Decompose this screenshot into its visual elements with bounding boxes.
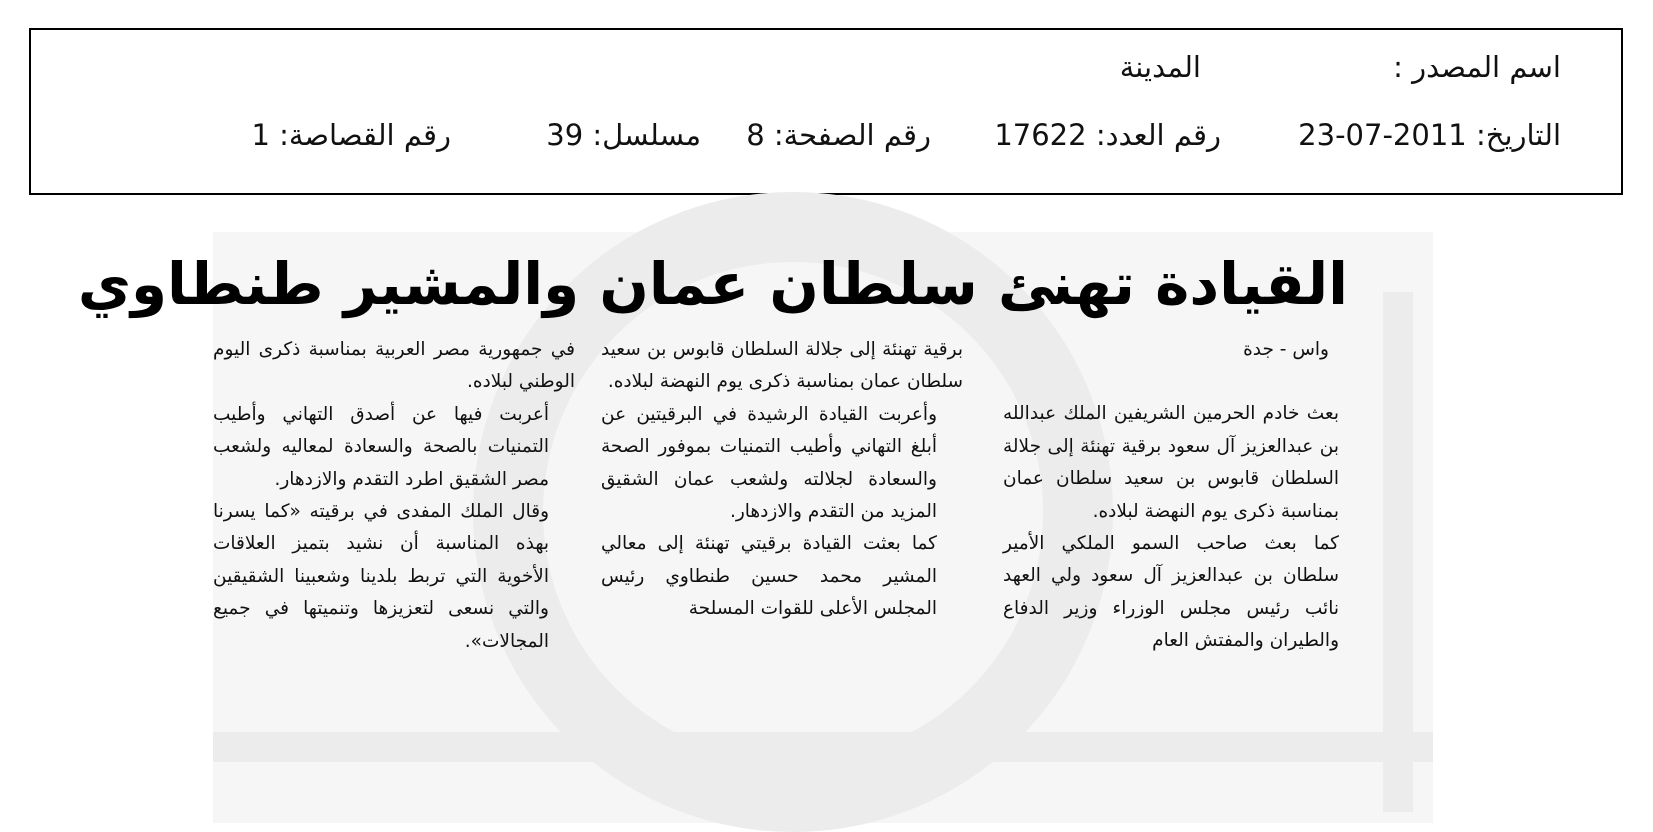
issue-field [994,118,1221,152]
clipping-metadata-box [29,28,1623,195]
article-paragraph: كما بعثت القيادة برقيتي تهنئة إلى معالي المشير محمد حسين طنطاوي رئيس المجلس الأعلى للقوات المسلحة [601,533,937,620]
newspaper-clipping [77,232,1433,823]
page-label: رقم الصفحة: [773,118,931,152]
source-label: اسم المصدر : [1393,50,1561,84]
clip-field [251,118,451,152]
article-paragraph: وأعربت القيادة الرشيدة في البرقيتين عن أبلغ التهاني وأطيب التمنيات بموفور الصحة والسعادة لجلالته ولشعب عمان الشقيق المزيد من التقدم والازدهار. [601,403,937,523]
serial-field [546,118,701,152]
clip-value: 1 [251,118,270,152]
article-paragraph: في جمهورية مصر العربية بمناسبة ذكرى اليوم الوطني لبلاده. [213,339,575,393]
clip-label: رقم القصاصة: [279,118,451,152]
article-column-1 [1003,334,1365,658]
serial-value: 39 [546,118,584,152]
page-field [746,118,931,152]
article-paragraph: برقية تهنئة إلى جلالة السلطان قابوس بن سعيد سلطان عمان بمناسبة ذكرى يوم النهضة لبلاده. [601,339,963,393]
article-dateline: واس - جدة [1243,339,1329,360]
serial-label: مسلسل: [592,118,701,152]
source-value: المدينة [1119,50,1201,84]
date-field [1298,118,1561,152]
article-headline: القيادة تهنئ سلطان عمان والمشير طنطاوي [77,250,1348,318]
details-row [51,118,1561,158]
source-row [51,50,1561,90]
watermark-band [213,732,1433,762]
page-value: 8 [746,118,765,152]
article-paragraph: كما بعث صاحب السمو الملكي الأمير سلطان بن عبدالعزيز آل سعود ولي العهد نائب رئيس مجلس الوزراء وزير الدفاع والطيران والمفتش العام [1003,533,1339,652]
date-label: التاريخ: [1475,118,1561,152]
watermark-side-bar [1383,292,1413,812]
date-value: 2011-07-23 [1298,118,1467,152]
article-column-3 [213,334,575,658]
issue-label: رقم العدد: [1095,118,1221,152]
article-column-2 [601,334,963,626]
article-paragraph: أعربت فيها عن أصدق التهاني وأطيب التمنيات بالصحة والسعادة لمعاليه ولشعب مصر الشقيق اطرد التقدم والازدهار. [213,403,549,490]
article-paragraph: وقال الملك المفدى في برقيته «كما يسرنا بهذه المناسبة أن نشيد بتميز العلاقات الأخوية التي تربط بلدينا وشعبينا الشقيقين والتي نسعى لتعزيزها وتنميتها في جميع المجالات». [213,501,549,652]
article-paragraph: بعث خادم الحرمين الشريفين الملك عبدالله بن عبدالعزيز آل سعود برقية تهنئة إلى جلالة السلطان قابوس بن سعيد سلطان عمان بمناسبة ذكرى يوم النهضة لبلاده. [1003,403,1339,522]
issue-value: 17622 [994,118,1087,152]
